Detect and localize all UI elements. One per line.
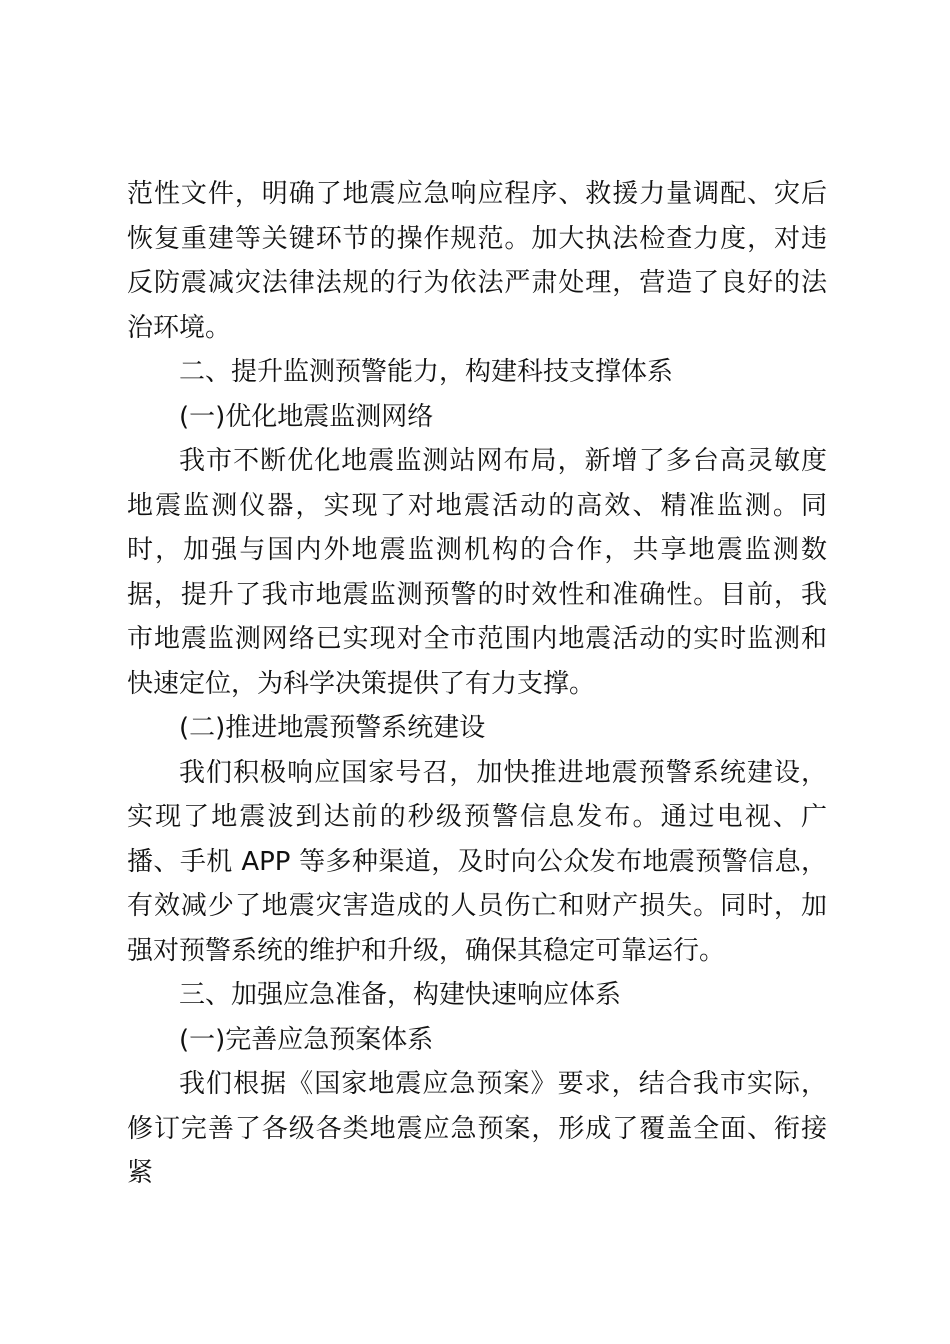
section-heading-2: 二、提升监测预警能力，构建科技支撑体系 xyxy=(179,357,674,387)
paragraph-emergency-plan: 我们根据《国家地震应急预案》要求，结合我市实际，修订完善了各级各类地震应急预案，形成了覆盖全面、衔接紧 xyxy=(127,1069,827,1188)
paragraph-monitoring-network: 我市不断优化地震监测站网布局，新增了多台高灵敏度地震监测仪器，实现了对地震活动的高效、精准监测。同时，加强与国内外地震监测机构的合作，共享地震监测数据，提升了我市地震监测预警的时效性和准确性。目前，我市地震监测网络已实现对全市范围内地震活动的实时监测和快速定位，为科学决策提供了有力支撑。 xyxy=(127,446,827,699)
subsection-heading-2-1: (一)优化地震监测网络 xyxy=(179,401,434,432)
section-heading-3: 三、加强应急准备，构建快速响应体系 xyxy=(179,980,622,1010)
subsection-heading-3-1: (一)完善应急预案体系 xyxy=(179,1024,434,1055)
paragraph-early-warning-system: 我们积极响应国家号召，加快推进地震预警系统建设，实现了地震波到达前的秒级预警信息发布。通过电视、广播、手机 APP 等多种渠道，及时向公众发布地震预警信息，有效减少了地震灾害造成的人员伤亡和财产损失。同时，加强对预警系统的维护和升级，确保其稳定可靠运行。 xyxy=(127,757,827,966)
paragraph-legal-environment: 范性文件，明确了地震应急响应程序、救援力量调配、灾后恢复重建等关键环节的操作规范。加大执法检查力度，对违反防震减灾法律法规的行为依法严肃处理，营造了良好的法治环境。 xyxy=(127,179,827,343)
subsection-heading-2-2: (二)推进地震预警系统建设 xyxy=(179,713,486,743)
document-body xyxy=(127,172,827,1196)
